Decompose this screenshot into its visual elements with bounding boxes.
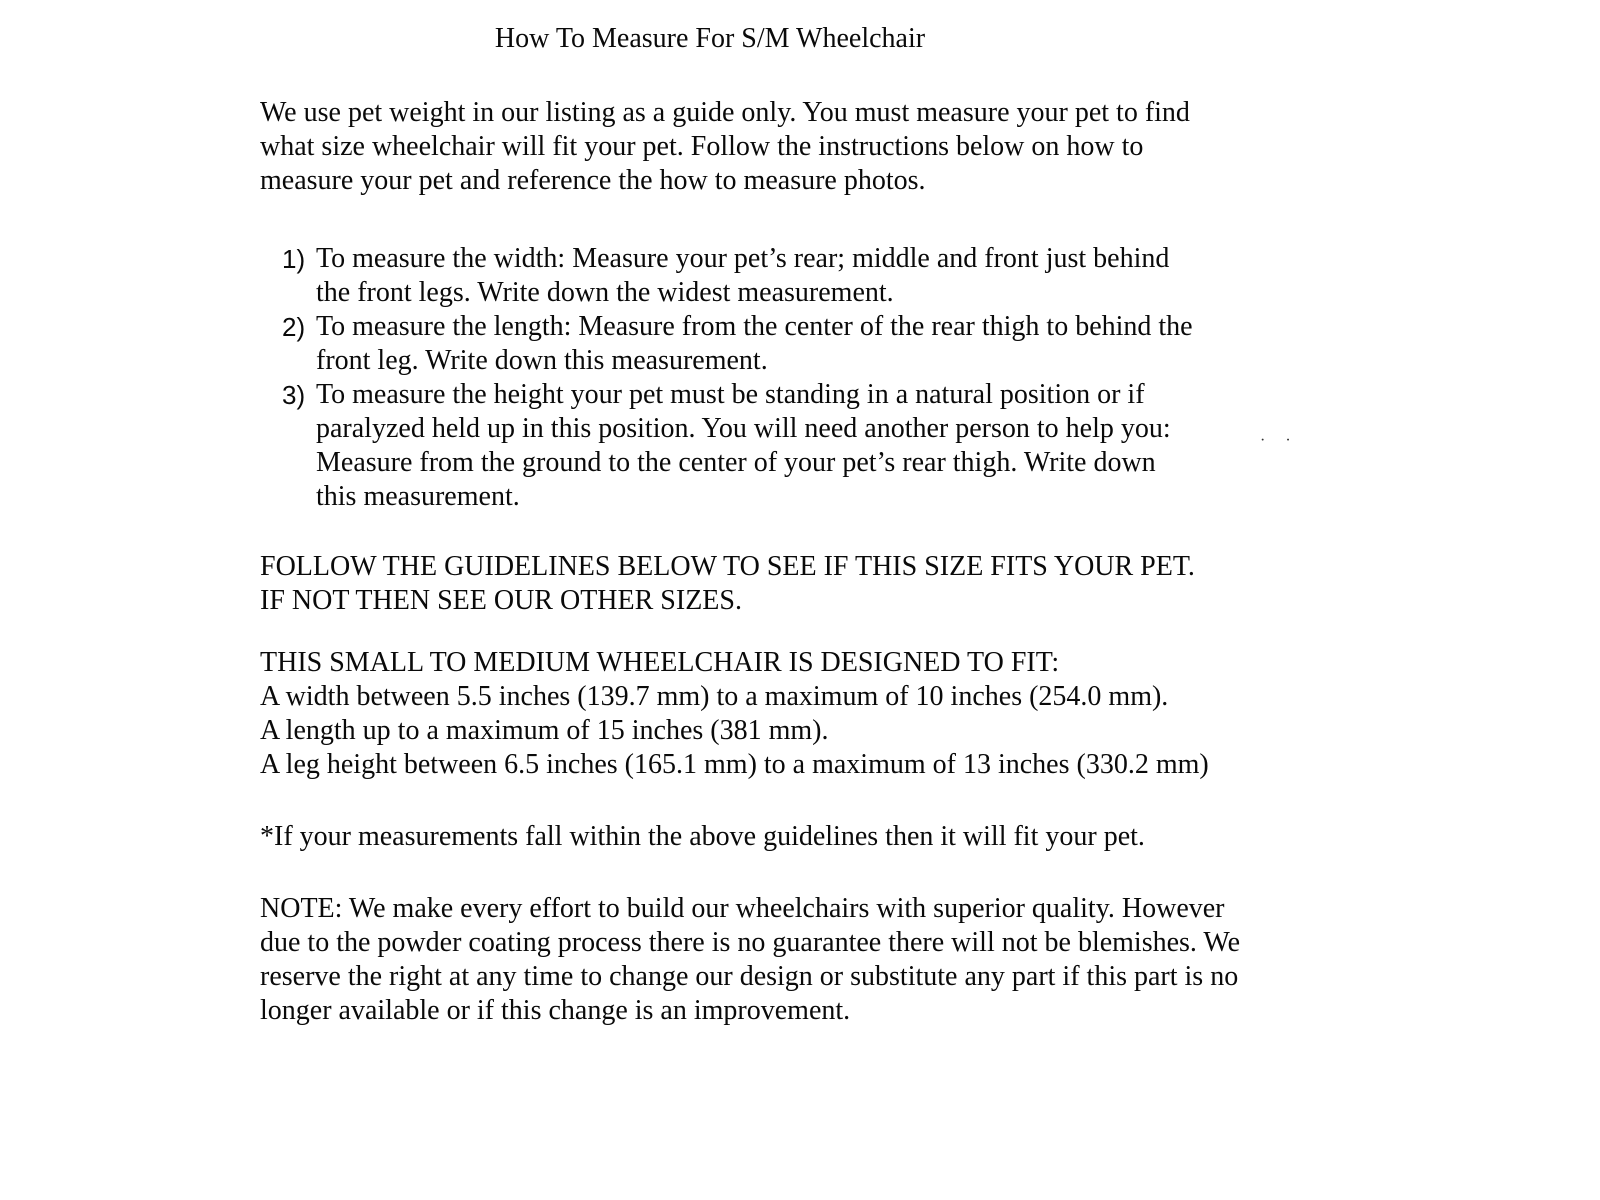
step-text-length: To measure the length: Measure from the center of the rear thigh to behind the front leg. Write down this measurement.: [316, 311, 1193, 376]
fit-heading: THIS SMALL TO MEDIUM WHEELCHAIR IS DESIGNED TO FIT:: [260, 647, 1060, 678]
list-item: [282, 310, 1202, 378]
list-item: [282, 378, 1202, 514]
list-item: [282, 242, 1202, 310]
fit-spec-leg-height: A leg height between 6.5 inches (165.1 mm) to a maximum of 13 inches (330.2 mm): [260, 749, 1209, 780]
step-number: 3): [282, 380, 306, 410]
fit-specs-list: [260, 680, 1310, 782]
intro-paragraph: We use pet weight in our listing as a guide only. You must measure your pet to find what size wheelchair will fit your pet. Follow the instructions below on how to measure your pet and reference the how to measure photos.: [260, 97, 1190, 196]
step-number: 1): [282, 244, 306, 274]
page-title: How To Measure For S/M Wheelchair: [494, 23, 926, 54]
fit-note-paragraph: *If your measurements fall within the above guidelines then it will fit your pet.: [260, 821, 1145, 852]
fit-spec-width: A width between 5.5 inches (139.7 mm) to a maximum of 10 inches (254.0 mm).: [260, 681, 1169, 712]
quality-note-paragraph: NOTE: We make every effort to build our wheelchairs with superior quality. However due to the powder coating process there is no guarantee there will not be blemishes. We reserve the right at any time to change our design or substitute any part if this part is no longer available or if this change is an improvement.: [260, 893, 1241, 1026]
stray-marks: · ·: [1260, 432, 1299, 449]
guidelines-paragraph: FOLLOW THE GUIDELINES BELOW TO SEE IF THIS SIZE FITS YOUR PET. IF NOT THEN SEE OUR OTHER SIZES.: [260, 551, 1195, 616]
step-number: 2): [282, 312, 306, 342]
fit-spec-length: A length up to a maximum of 15 inches (381 mm).: [260, 715, 829, 746]
measurement-steps-list: [282, 242, 1202, 514]
step-text-width: To measure the width: Measure your pet’s rear; middle and front just behind the front legs. Write down the widest measurement.: [316, 243, 1170, 308]
step-text-height: To measure the height your pet must be standing in a natural position or if paralyzed held up in this position. You will need another person to help you: Measure from the ground to the center of your pet’s rear thigh. Write down this measurement.: [316, 379, 1171, 512]
document-body: [260, 96, 1600, 1028]
